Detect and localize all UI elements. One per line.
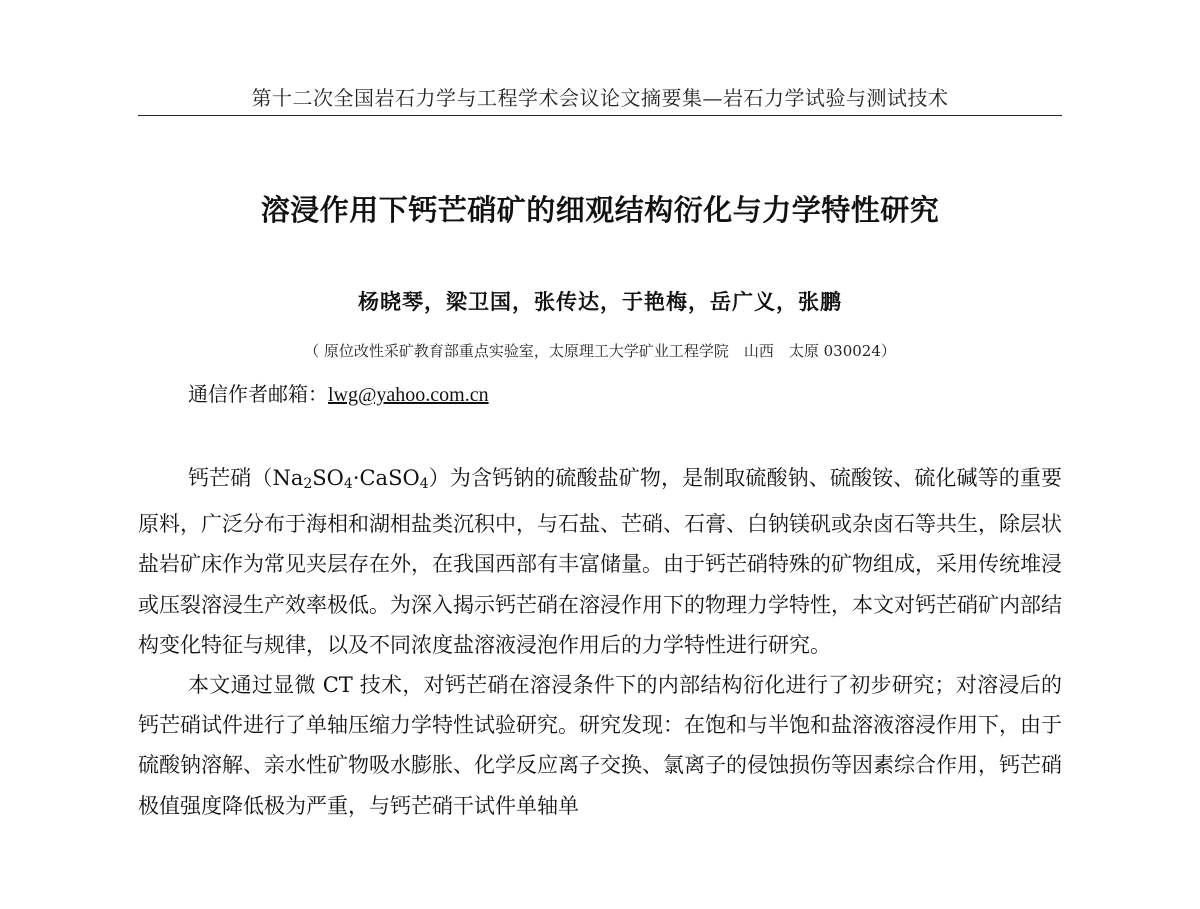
paper-title: 溶浸作用下钙芒硝矿的细观结构衍化与力学特性研究	[260, 193, 940, 227]
email-label: 通信作者邮箱：	[188, 382, 328, 406]
email-link[interactable]: lwg@yahoo.com.cn	[328, 384, 489, 406]
p1-subscript-2: 4	[343, 476, 353, 492]
p1-subscript-3: 4	[419, 476, 429, 492]
header-divider	[138, 115, 1062, 116]
corresponding-email-line	[188, 378, 489, 407]
running-header: 第十二次全国岩石力学与工程学术会议论文摘要集—岩石力学试验与测试技术	[251, 86, 949, 110]
abstract-body	[138, 458, 1062, 826]
author-list: 杨晓琴，梁卫国，张传达，于艳梅，岳广义，张鹏	[358, 289, 842, 314]
p1-text-a: 钙芒硝（Na	[188, 466, 304, 490]
paragraph-2: 本文通过显微 CT 技术，对钙芒硝在溶浸条件下的内部结构衍化进行了初步研究；对溶浸后的钙芒硝试件进行了单轴压缩力学特性试验研究。研究发现：在饱和与半饱和盐溶液溶浸作用下，由于硫酸钠溶解、亲水性矿物吸水膨胀、化学反应离子交换、氯离子的侵蚀损伤等因素综合作用，钙芒硝极值强度降低极为严重，与钙芒硝干试件单轴单	[138, 673, 1062, 818]
paragraph-1	[138, 458, 1062, 665]
p1-text-d: ）为含钙钠的硫酸盐矿物，是制取硫酸钠、硫酸铵、硫化碱等的重要原料，广泛分布于海相和湖相盐类沉积中，与石盐、芒硝、石膏、白钠镁矾或杂卤石等共生，除层状盐岩矿床作为常见夹层存在外，在我国西部有丰富储量。由于钙芒硝特殊的矿物组成，采用传统堆浸或压裂溶浸生产效率极低。为深入揭示钙芒硝在溶浸作用下的物理力学特性，本文对钙芒硝矿内部结构变化特征与规律，以及不同浓度盐溶液浸泡作用后的力学特性进行研究。	[138, 466, 1062, 657]
p1-text-c: ·CaSO	[352, 466, 420, 490]
affiliation: （ 原位改性采矿教育部重点实验室，太原理工大学矿业工程学院 山西 太原 030024）	[304, 342, 896, 360]
p1-text-b: SO	[312, 466, 344, 490]
p1-subscript-1: 2	[303, 476, 313, 492]
